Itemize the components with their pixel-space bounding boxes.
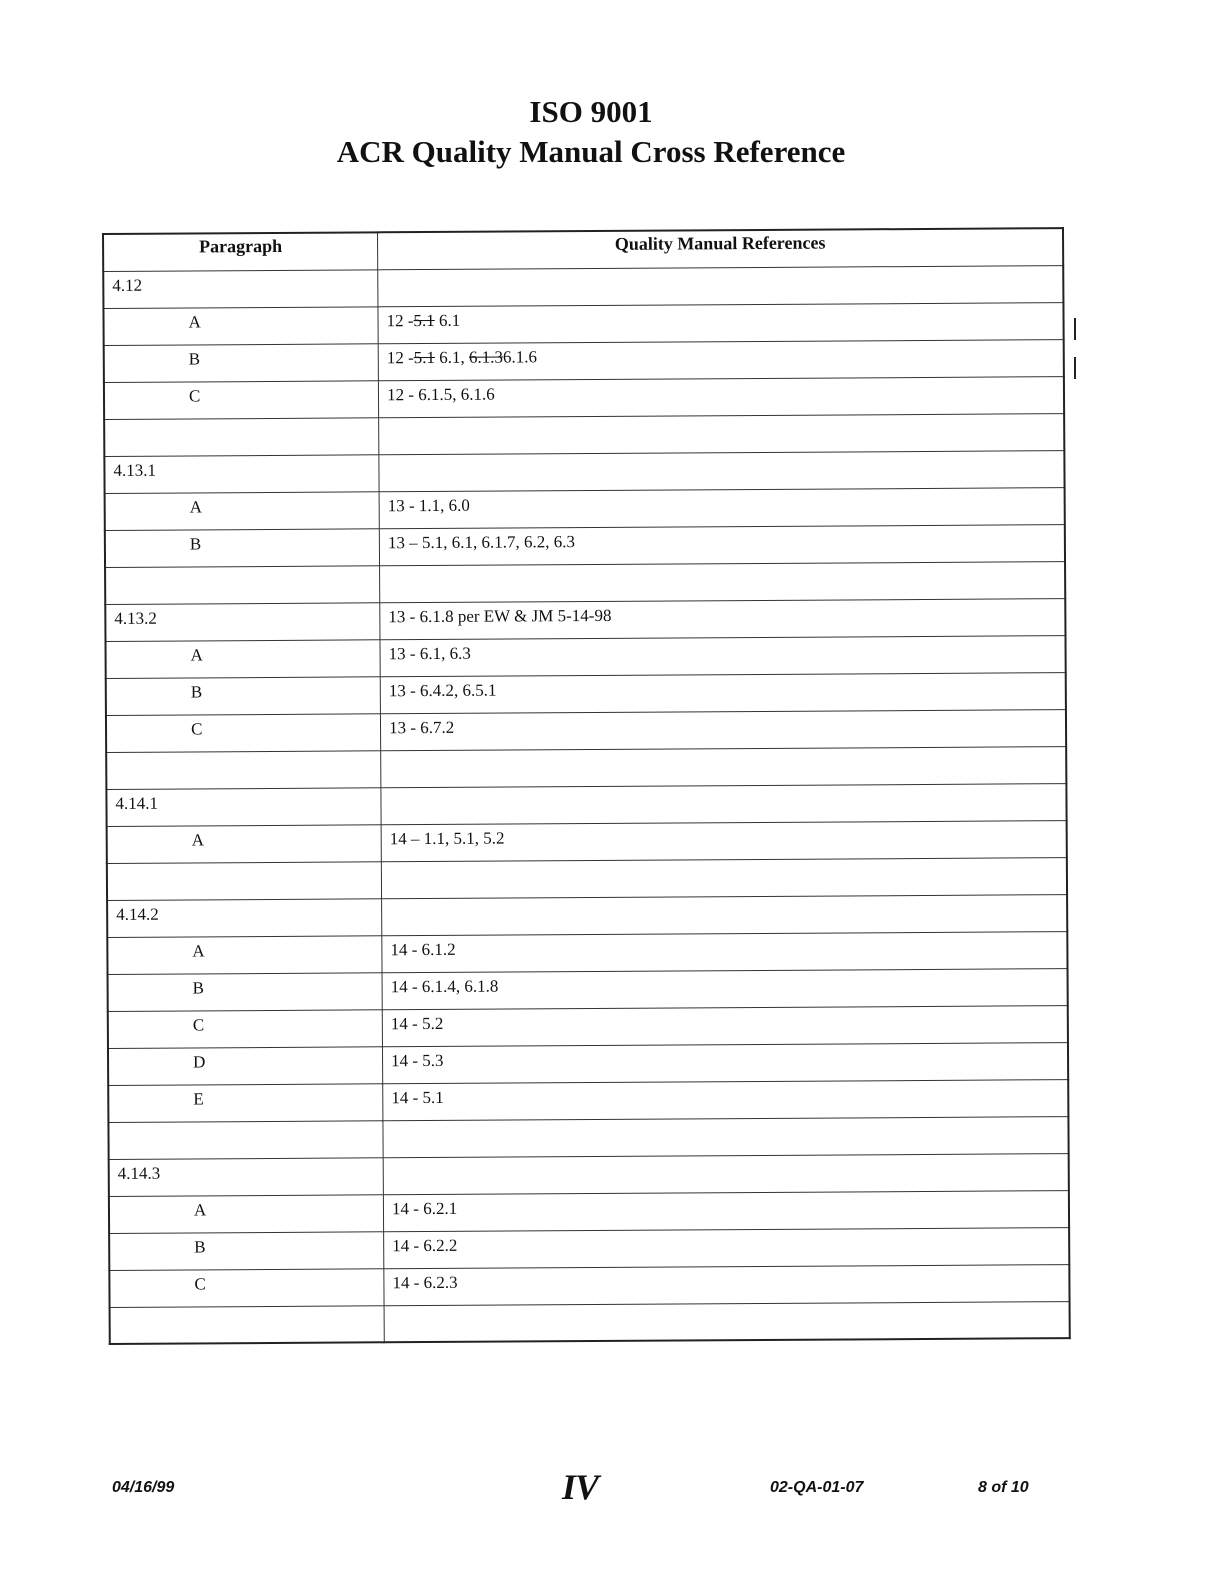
reference-cell: 13 - 1.1, 6.0	[379, 487, 1065, 528]
table-row	[104, 450, 1064, 493]
paragraph-cell: 4.14.1	[106, 787, 381, 826]
reference-cell	[379, 450, 1065, 491]
paragraph-cell	[107, 861, 382, 900]
table-row	[109, 1190, 1069, 1233]
reference-cell	[384, 1301, 1070, 1342]
paragraph-cell: E	[108, 1083, 383, 1122]
table-row	[104, 413, 1064, 456]
paragraph-cell	[106, 750, 381, 789]
table-row	[108, 1079, 1068, 1122]
paragraph-cell: B	[108, 972, 383, 1011]
reference-cell	[381, 783, 1067, 824]
table-row	[109, 1227, 1069, 1270]
reference-cell: 14 - 5.2	[382, 1005, 1068, 1046]
reference-text: 12 -	[386, 347, 414, 367]
reference-cell	[381, 857, 1067, 898]
table-row	[107, 820, 1067, 863]
reference-text: 6.1.6	[502, 346, 538, 367]
reference-cell	[378, 339, 1064, 380]
table-row	[108, 1042, 1068, 1085]
column-header-paragraph: Paragraph	[103, 232, 378, 271]
table-row	[108, 968, 1068, 1011]
reference-cell: 14 - 6.2.3	[384, 1264, 1070, 1305]
table-row	[107, 894, 1067, 937]
table-row	[107, 857, 1067, 900]
paragraph-cell	[104, 417, 379, 456]
paragraph-cell: 4.14.2	[107, 898, 382, 937]
table-row	[106, 672, 1066, 715]
reference-cell: 13 – 5.1, 6.1, 6.1.7, 6.2, 6.3	[379, 524, 1065, 565]
table-row	[109, 1264, 1069, 1307]
reference-cell: 13 - 6.1.8 per EW & JM 5-14-98	[380, 598, 1066, 639]
reference-cell: 12 - 6.1.5, 6.1.6	[378, 376, 1064, 417]
reference-cell: 14 - 5.1	[383, 1079, 1069, 1120]
reference-cell	[378, 302, 1064, 343]
table-body	[103, 265, 1070, 1344]
paragraph-cell: C	[104, 380, 379, 419]
table-row	[109, 1153, 1069, 1196]
struck-reference: 5.1	[413, 310, 435, 330]
table-row	[103, 265, 1063, 308]
table-row	[105, 487, 1065, 530]
table-row	[105, 561, 1065, 604]
reference-cell	[383, 1153, 1069, 1194]
footer-document-number: 02-QA-01-07	[770, 1479, 864, 1496]
paragraph-cell: C	[106, 713, 381, 752]
paragraph-cell: C	[108, 1009, 383, 1048]
revision-change-bar	[1074, 357, 1076, 379]
paragraph-cell: A	[109, 1194, 384, 1233]
reference-cell: 14 - 5.3	[383, 1042, 1069, 1083]
paragraph-cell: D	[108, 1046, 383, 1085]
table-row	[106, 783, 1066, 826]
paragraph-cell: 4.12	[103, 269, 378, 308]
table-row	[103, 302, 1063, 345]
document-title-block	[0, 92, 1182, 172]
table-row	[106, 709, 1066, 752]
table-row	[105, 524, 1065, 567]
paragraph-cell: B	[109, 1231, 384, 1270]
reference-cell	[382, 894, 1068, 935]
paragraph-cell: B	[105, 528, 380, 567]
document-subtitle: ACR Quality Manual Cross Reference	[336, 134, 846, 169]
cross-reference-table	[102, 227, 1071, 1345]
paragraph-cell: A	[107, 824, 382, 863]
revision-change-bar	[1074, 318, 1076, 340]
table-row	[105, 635, 1065, 678]
reference-cell	[378, 265, 1064, 306]
reference-text: 6.1,	[434, 347, 470, 367]
paragraph-cell	[108, 1120, 383, 1159]
table-row	[104, 376, 1064, 419]
paragraph-cell: A	[107, 935, 382, 974]
paragraph-cell: 4.13.1	[104, 454, 379, 493]
table-row	[108, 1116, 1068, 1159]
paragraph-cell: C	[109, 1268, 384, 1307]
reference-cell: 14 – 1.1, 5.1, 5.2	[381, 820, 1067, 861]
reference-cell	[381, 746, 1067, 787]
footer-page-number: 8 of 10	[978, 1479, 1029, 1496]
table-row	[105, 598, 1065, 641]
reference-cell	[379, 413, 1065, 454]
table-row	[107, 931, 1067, 974]
footer-date: 04/16/99	[112, 1479, 175, 1496]
reference-text: 6.1	[434, 310, 461, 330]
reference-cell: 14 - 6.2.1	[383, 1190, 1069, 1231]
reference-text: 12 -	[386, 310, 414, 330]
document-title: ISO 9001	[529, 94, 653, 129]
struck-reference: 6.1.3	[468, 347, 504, 367]
reference-cell: 13 - 6.1, 6.3	[380, 635, 1066, 676]
paragraph-cell: 4.14.3	[109, 1157, 384, 1196]
paragraph-cell: A	[105, 639, 380, 678]
paragraph-cell: A	[103, 306, 378, 345]
reference-cell	[380, 561, 1066, 602]
column-header-references: Quality Manual References	[378, 228, 1064, 269]
paragraph-cell: 4.13.2	[105, 602, 380, 641]
table-row	[110, 1301, 1070, 1344]
table-header-row	[103, 228, 1063, 271]
reference-cell: 14 - 6.1.4, 6.1.8	[382, 968, 1068, 1009]
reference-cell: 14 - 6.1.2	[382, 931, 1068, 972]
reference-cell: 13 - 6.4.2, 6.5.1	[380, 672, 1066, 713]
paragraph-cell	[105, 565, 380, 604]
table-row	[104, 339, 1064, 382]
paragraph-cell: B	[106, 676, 381, 715]
paragraph-cell: A	[105, 491, 380, 530]
paragraph-cell	[110, 1305, 385, 1344]
struck-reference: 5.1	[413, 347, 436, 367]
table-row	[106, 746, 1066, 789]
reference-cell: 14 - 6.2.2	[384, 1227, 1070, 1268]
reference-cell	[383, 1116, 1069, 1157]
table-row	[108, 1005, 1068, 1048]
paragraph-cell: B	[104, 343, 379, 382]
reference-cell: 13 - 6.7.2	[380, 709, 1066, 750]
footer-logo: IV	[562, 1467, 599, 1507]
